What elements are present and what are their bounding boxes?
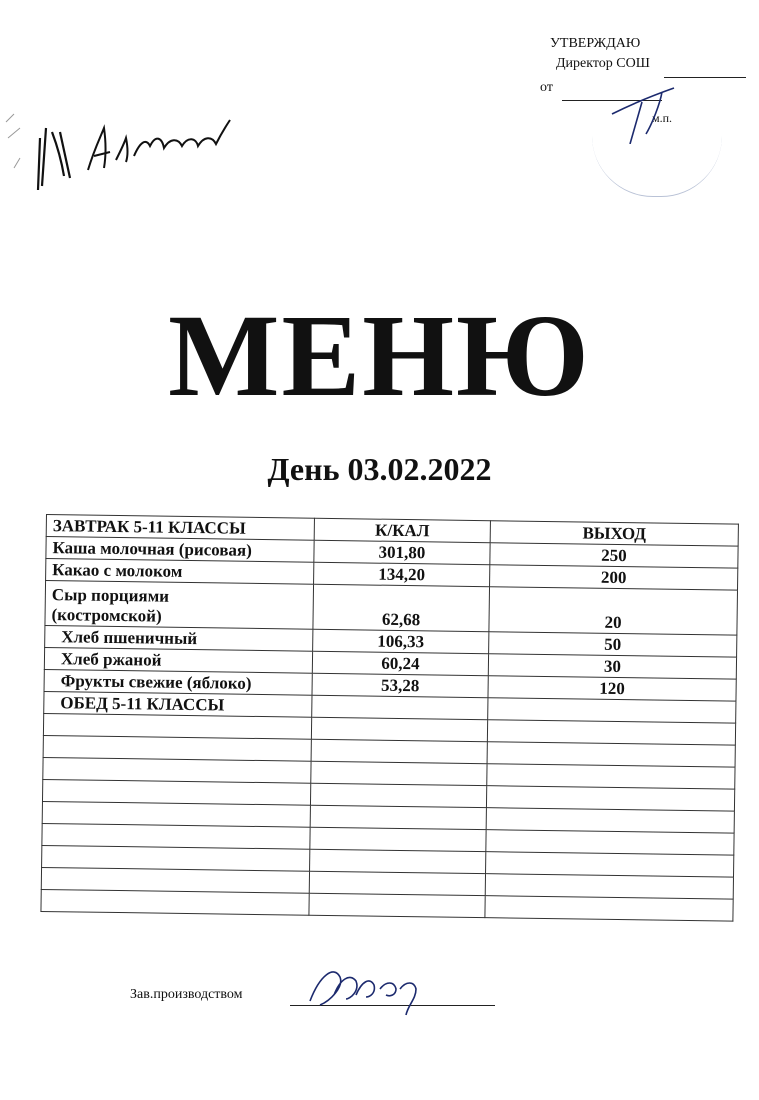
dish-yield: 250 (490, 543, 738, 568)
stamp-place-label: м.п. (652, 111, 673, 125)
approval-title: УТВЕРЖДАЮ (550, 36, 641, 51)
section-title: ОБЕД 5-11 КЛАССЫ (44, 691, 312, 717)
dish-name: Сыр порциями (костромской) (45, 581, 314, 630)
menu-date: День 03.02.2022 (267, 451, 492, 487)
dish-kcal: 62,68 (313, 584, 490, 631)
dish-kcal: 60,24 (312, 651, 488, 675)
footer (130, 987, 243, 1003)
dish-kcal: 53,28 (312, 673, 488, 697)
approval-signature (0, 98, 240, 208)
dish-kcal: 106,33 (313, 629, 489, 653)
production-manager-label: Зав.производством (130, 987, 243, 1002)
manager-signature (300, 955, 450, 1025)
dish-yield: 50 (489, 632, 737, 657)
approval-from-label: от (540, 80, 553, 95)
header-kcal: К/КАЛ (314, 518, 490, 542)
header-yield: ВЫХОД (490, 521, 738, 546)
dish-yield: 20 (489, 587, 738, 635)
page-title: МЕНЮ (168, 290, 591, 421)
dish-name: Фрукты свежие (яблоко) (44, 669, 312, 695)
dish-yield: 200 (490, 565, 738, 590)
dish-kcal: 134,20 (314, 562, 490, 586)
dish-yield: 120 (488, 676, 736, 701)
empty-cell (312, 695, 488, 719)
stamp-trace (592, 136, 722, 197)
dish-name: Хлеб пшеничный (45, 625, 313, 651)
dish-name: Каша молочная (рисовая) (46, 537, 314, 563)
menu-table (40, 514, 738, 922)
approval-position: Директор СОШ (556, 56, 650, 71)
dish-kcal: 301,80 (314, 540, 490, 564)
dish-name: Хлеб ржаной (44, 647, 312, 673)
dish-yield: 30 (488, 654, 736, 679)
dish-name: Какао с молоком (46, 559, 314, 585)
header-meal: ЗАВТРАК 5-11 КЛАССЫ (46, 515, 314, 541)
director-signature (602, 74, 682, 144)
